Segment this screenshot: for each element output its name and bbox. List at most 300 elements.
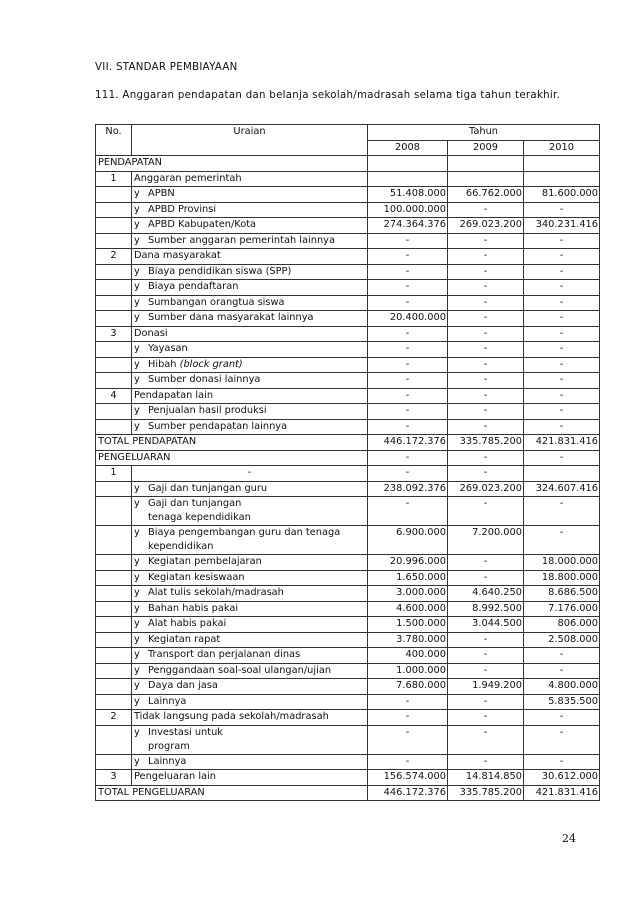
value-cell-2010: 340.231.416 (524, 218, 600, 234)
label-text: Penggandaan soal-soal ulangan/ujian (148, 664, 332, 676)
value-cell-2008: - (368, 694, 448, 710)
group-label (132, 710, 368, 726)
bullet-glyph: y (134, 374, 140, 385)
value-cell-2010: - (524, 419, 600, 435)
value-cell-2010: - (524, 280, 600, 296)
empty-cell (524, 156, 600, 172)
table-row (96, 466, 600, 482)
value-cell-2009: - (448, 450, 524, 466)
row-number (96, 586, 132, 602)
value-cell-2010: - (524, 264, 600, 280)
label-text: Pendapatan lain (134, 389, 214, 401)
label-text: Donasi (134, 327, 168, 339)
value-cell-2008: - (368, 373, 448, 389)
item-label (132, 419, 368, 435)
item-label (132, 725, 368, 754)
value-cell-2009: - (448, 280, 524, 296)
row-number: 2 (96, 710, 132, 726)
empty-cell (448, 156, 524, 172)
bullet-glyph: y (134, 296, 140, 308)
label-text: Gaji dan tunjangan guru (148, 482, 268, 494)
value-cell-2009: 7.200.000 (448, 526, 524, 555)
table-row (96, 497, 600, 526)
value-cell-2010: - (524, 526, 600, 555)
row-number (96, 295, 132, 311)
total-label: TOTAL PENGELUARAN (96, 785, 368, 801)
item-label (132, 497, 368, 526)
value-cell-2008: - (368, 710, 448, 726)
bullet-glyph: y (134, 695, 140, 707)
value-cell-2009: - (448, 326, 524, 342)
table-row (96, 435, 600, 451)
value-cell-2009: - (448, 725, 524, 754)
value-cell-2010: 4.800.000 (524, 679, 600, 695)
bullet-glyph: y (134, 343, 140, 354)
bullet-glyph: y (134, 265, 140, 277)
value-cell-2010: - (524, 388, 600, 404)
group-label (132, 249, 368, 265)
value-cell-2008: - (368, 404, 448, 420)
table-row (96, 725, 600, 754)
label-continuation: tenaga kependidikan (148, 512, 251, 523)
table-row (96, 586, 600, 602)
group-label (132, 171, 368, 187)
value-cell-2009: - (448, 202, 524, 218)
bullet-glyph: y (134, 680, 140, 691)
table-row (96, 632, 600, 648)
item-label (132, 570, 368, 586)
item-label (132, 357, 368, 373)
value-cell-2009: 8.992.500 (448, 601, 524, 617)
item-label (132, 648, 368, 664)
value-cell-2008: 3.780.000 (368, 632, 448, 648)
table-row (96, 388, 600, 404)
row-number (96, 601, 132, 617)
table-row (96, 404, 600, 420)
value-cell-2008: 7.680.000 (368, 679, 448, 695)
table-row (96, 280, 600, 296)
value-cell-2008: 446.172.376 (368, 435, 448, 451)
value-cell-2009: 1.949.200 (448, 679, 524, 695)
value-cell-2009: - (448, 295, 524, 311)
group-label (132, 326, 368, 342)
value-cell-2010: - (524, 648, 600, 664)
bullet-glyph: y (134, 358, 140, 370)
item-label (132, 187, 368, 203)
item-label (132, 663, 368, 679)
item-label (132, 679, 368, 695)
value-cell-2008 (368, 171, 448, 187)
item-label (132, 526, 368, 555)
label-text: Kegiatan rapat (148, 633, 221, 645)
bullet-glyph: y (134, 556, 140, 567)
table-row (96, 679, 600, 695)
value-cell-2010: - (524, 404, 600, 420)
value-cell-2009: - (448, 249, 524, 265)
header-tahun: Tahun (368, 125, 600, 141)
row-number (96, 570, 132, 586)
value-cell-2010: 324.607.416 (524, 481, 600, 497)
item-label (132, 280, 368, 296)
value-cell-2008: 4.600.000 (368, 601, 448, 617)
value-cell-2008: - (368, 388, 448, 404)
value-cell-2008: - (368, 497, 448, 526)
value-cell-2008: - (368, 342, 448, 358)
value-cell-2008: 446.172.376 (368, 785, 448, 801)
header-year-2008: 2008 (368, 140, 448, 156)
label-text: Biaya pendaftaran (148, 281, 239, 292)
label-text: Hibah (148, 358, 180, 370)
group-label (132, 770, 368, 786)
item-label (132, 555, 368, 571)
row-number (96, 481, 132, 497)
value-cell-2009: 269.023.200 (448, 218, 524, 234)
table-row (96, 694, 600, 710)
value-cell-2010 (524, 466, 600, 482)
value-cell-2010: - (524, 373, 600, 389)
bullet-glyph: y (134, 281, 140, 292)
value-cell-2009: - (448, 373, 524, 389)
value-cell-2009: - (448, 570, 524, 586)
table-row (96, 770, 600, 786)
bullet-glyph: y (134, 312, 140, 323)
value-cell-2008: 1.500.000 (368, 617, 448, 633)
row-number (96, 497, 132, 526)
header-row (96, 125, 600, 141)
value-cell-2009: - (448, 555, 524, 571)
value-cell-2008: - (368, 725, 448, 754)
row-number (96, 679, 132, 695)
value-cell-2010: - (524, 754, 600, 770)
value-cell-2009: - (448, 466, 524, 482)
value-cell-2010: 81.600.000 (524, 187, 600, 203)
item-label (132, 632, 368, 648)
table-row (96, 526, 600, 555)
value-cell-2009: 4.640.250 (448, 586, 524, 602)
bullet-glyph: y (134, 664, 140, 676)
item-label (132, 373, 368, 389)
value-cell-2009: - (448, 694, 524, 710)
value-cell-2008: 1.000.000 (368, 663, 448, 679)
label-text: Dana masyarakat (134, 250, 221, 261)
total-label: PENGELUARAN (96, 450, 368, 466)
value-cell-2010 (524, 171, 600, 187)
header-year-2010: 2010 (524, 140, 600, 156)
label-text: Pengeluaran lain (134, 771, 216, 782)
row-number (96, 555, 132, 571)
value-cell-2009: - (448, 404, 524, 420)
value-cell-2009: - (448, 663, 524, 679)
value-cell-2008: 156.574.000 (368, 770, 448, 786)
value-cell-2010: 18.000.000 (524, 555, 600, 571)
value-cell-2009: - (448, 497, 524, 526)
group-label (132, 388, 368, 404)
label-text: Sumber dana masyarakat lainnya (148, 312, 314, 323)
value-cell-2008: - (368, 466, 448, 482)
value-cell-2008: - (368, 450, 448, 466)
value-cell-2008: 100.000.000 (368, 202, 448, 218)
table-row (96, 342, 600, 358)
value-cell-2010: 5.835.500 (524, 694, 600, 710)
label-text: Bahan habis pakai (148, 602, 239, 614)
value-cell-2010: - (524, 249, 600, 265)
value-cell-2008: - (368, 754, 448, 770)
row-number (96, 648, 132, 664)
value-cell-2010: - (524, 497, 600, 526)
table-row (96, 326, 600, 342)
bullet-glyph: y (134, 602, 140, 614)
row-number (96, 404, 132, 420)
value-cell-2008: - (368, 326, 448, 342)
label-text: Biaya pendidikan siswa (SPP) (148, 265, 292, 277)
value-cell-2010: 30.612.000 (524, 770, 600, 786)
group-label (132, 466, 368, 482)
table-row (96, 555, 600, 571)
row-number (96, 218, 132, 234)
item-label (132, 202, 368, 218)
row-number (96, 187, 132, 203)
row-number (96, 617, 132, 633)
value-cell-2010: - (524, 295, 600, 311)
table-row (96, 663, 600, 679)
row-number (96, 342, 132, 358)
label-text: Lainnya (148, 695, 187, 707)
bullet-glyph: y (134, 527, 140, 538)
table-row (96, 233, 600, 249)
budget-table (95, 124, 600, 801)
label-text: Biaya pengembangan guru dan tenaga (148, 527, 341, 538)
value-cell-2010: 18.800.000 (524, 570, 600, 586)
bullet-glyph: y (134, 203, 140, 215)
value-cell-2010: 806.000 (524, 617, 600, 633)
total-label: TOTAL PENDAPATAN (96, 435, 368, 451)
header-years-row (96, 140, 600, 156)
row-number: 1 (96, 171, 132, 187)
bullet-glyph: y (134, 633, 140, 645)
label-text: Kegiatan pembelajaran (148, 556, 262, 567)
value-cell-2009: 66.762.000 (448, 187, 524, 203)
table-row (96, 357, 600, 373)
label-text: Transport dan perjalanan dinas (148, 649, 301, 660)
label-text: Gaji dan tunjangan (148, 498, 242, 509)
label-text: APBD Provinsi (148, 203, 217, 215)
row-number (96, 264, 132, 280)
bullet-glyph: y (134, 618, 140, 629)
bullet-glyph: y (134, 649, 140, 660)
item-label (132, 586, 368, 602)
item-label (132, 311, 368, 327)
value-cell-2010: - (524, 202, 600, 218)
row-number: 4 (96, 388, 132, 404)
value-cell-2008: - (368, 280, 448, 296)
item-label (132, 404, 368, 420)
bullet-glyph: y (134, 482, 140, 494)
table-row (96, 295, 600, 311)
label-text: Sumber anggaran pemerintah lainnya (148, 234, 335, 246)
value-cell-2009: 3.044.500 (448, 617, 524, 633)
value-cell-2009: - (448, 419, 524, 435)
table-caption: 111. Anggaran pendapatan dan belanja sekolah/madrasah selama tiga tahun terakhir. (95, 90, 561, 101)
table-row (96, 218, 600, 234)
table-row (96, 754, 600, 770)
label-continuation: program (148, 740, 190, 752)
item-label (132, 481, 368, 497)
value-cell-2010: - (524, 710, 600, 726)
item-label (132, 342, 368, 358)
value-cell-2009: - (448, 311, 524, 327)
value-cell-2008: - (368, 249, 448, 265)
row-number (96, 663, 132, 679)
value-cell-2008: 400.000 (368, 648, 448, 664)
row-number (96, 725, 132, 754)
row-number: 2 (96, 249, 132, 265)
item-label (132, 295, 368, 311)
table-row (96, 187, 600, 203)
value-cell-2009: - (448, 233, 524, 249)
label-text: Yayasan (148, 343, 188, 354)
label-text: Lainnya (148, 755, 187, 767)
item-label (132, 218, 368, 234)
value-cell-2010: - (524, 326, 600, 342)
value-cell-2009: - (448, 264, 524, 280)
bullet-glyph: y (134, 498, 140, 509)
value-cell-2008: 6.900.000 (368, 526, 448, 555)
row-number: 1 (96, 466, 132, 482)
label-text: Kegiatan kesiswaan (148, 571, 245, 583)
value-cell-2009: - (448, 342, 524, 358)
row-number (96, 526, 132, 555)
table-row (96, 419, 600, 435)
row-number: 3 (96, 326, 132, 342)
label-text: APBN (148, 188, 175, 199)
item-label (132, 264, 368, 280)
value-cell-2009: - (448, 632, 524, 648)
value-cell-2010: 2.508.000 (524, 632, 600, 648)
table-row (96, 481, 600, 497)
header-no: No. (96, 125, 132, 141)
value-cell-2008: - (368, 264, 448, 280)
row-number (96, 754, 132, 770)
value-cell-2008: 1.650.000 (368, 570, 448, 586)
bullet-glyph: y (134, 726, 140, 738)
label-text: Sumber pendapatan lainnya (148, 420, 288, 432)
table-row (96, 264, 600, 280)
empty-cell (368, 156, 448, 172)
value-cell-2008: - (368, 295, 448, 311)
header-uraian-blank (132, 140, 368, 156)
label-text: Daya dan jasa (148, 680, 218, 691)
value-cell-2009: - (448, 357, 524, 373)
value-cell-2008: 20.996.000 (368, 555, 448, 571)
table-row (96, 785, 600, 801)
row-number (96, 202, 132, 218)
table-row (96, 171, 600, 187)
bullet-glyph: y (134, 405, 140, 416)
value-cell-2010: - (524, 663, 600, 679)
value-cell-2009: 335.785.200 (448, 785, 524, 801)
bullet-glyph: y (134, 587, 140, 598)
label-text: Sumbangan orangtua siswa (148, 296, 285, 308)
row-number (96, 373, 132, 389)
row-number (96, 632, 132, 648)
item-label (132, 601, 368, 617)
label-text: Alat habis pakai (148, 618, 227, 629)
bullet-glyph: y (134, 755, 140, 767)
value-cell-2008: 51.408.000 (368, 187, 448, 203)
value-cell-2009: - (448, 648, 524, 664)
row-number (96, 419, 132, 435)
row-number (96, 694, 132, 710)
section-heading: VII. STANDAR PEMBIAYAAN (95, 62, 238, 73)
value-cell-2009: - (448, 388, 524, 404)
value-cell-2010: - (524, 233, 600, 249)
label-text: APBD Kabupaten/Kota (148, 219, 257, 230)
label-text: Sumber donasi lainnya (148, 374, 261, 385)
value-cell-2009: 14.814.850 (448, 770, 524, 786)
value-cell-2009: - (448, 710, 524, 726)
label-italic: (block grant) (179, 358, 243, 370)
label-text: Tidak langsung pada sekolah/madrasah (134, 711, 329, 722)
value-cell-2010: 7.176.000 (524, 601, 600, 617)
table-row (96, 311, 600, 327)
value-cell-2010: 421.831.416 (524, 785, 600, 801)
value-cell-2008: - (368, 419, 448, 435)
value-cell-2010: - (524, 450, 600, 466)
item-label (132, 617, 368, 633)
table-row (96, 601, 600, 617)
table-row (96, 156, 600, 172)
value-cell-2008: 274.364.376 (368, 218, 448, 234)
value-cell-2009: 335.785.200 (448, 435, 524, 451)
header-no-blank (96, 140, 132, 156)
table-row (96, 249, 600, 265)
value-cell-2010: - (524, 311, 600, 327)
table-row (96, 617, 600, 633)
header-uraian: Uraian (132, 125, 368, 141)
value-cell-2010: - (524, 725, 600, 754)
bullet-glyph: y (134, 571, 140, 583)
header-year-2009: 2009 (448, 140, 524, 156)
label-text: Investasi untuk (148, 726, 223, 738)
table-row (96, 570, 600, 586)
table-row (96, 202, 600, 218)
row-number: 3 (96, 770, 132, 786)
label-text: Penjualan hasil produksi (148, 405, 267, 416)
item-label (132, 754, 368, 770)
bullet-glyph: y (134, 234, 140, 246)
value-cell-2008: 3.000.000 (368, 586, 448, 602)
table-row (96, 648, 600, 664)
value-cell-2008: - (368, 233, 448, 249)
item-label (132, 233, 368, 249)
value-cell-2010: - (524, 342, 600, 358)
label-continuation: kependidikan (148, 541, 214, 552)
value-cell-2010: - (524, 357, 600, 373)
value-cell-2008: - (368, 357, 448, 373)
table-row (96, 710, 600, 726)
row-number (96, 233, 132, 249)
value-cell-2009: - (448, 754, 524, 770)
value-cell-2009: 269.023.200 (448, 481, 524, 497)
value-cell-2010: 8.686.500 (524, 586, 600, 602)
section-label: PENDAPATAN (96, 156, 368, 172)
bullet-glyph: y (134, 188, 140, 199)
bullet-glyph: y (134, 219, 140, 230)
value-cell-2010: 421.831.416 (524, 435, 600, 451)
row-number (96, 311, 132, 327)
label-text: - (247, 467, 252, 478)
value-cell-2008: 20.400.000 (368, 311, 448, 327)
